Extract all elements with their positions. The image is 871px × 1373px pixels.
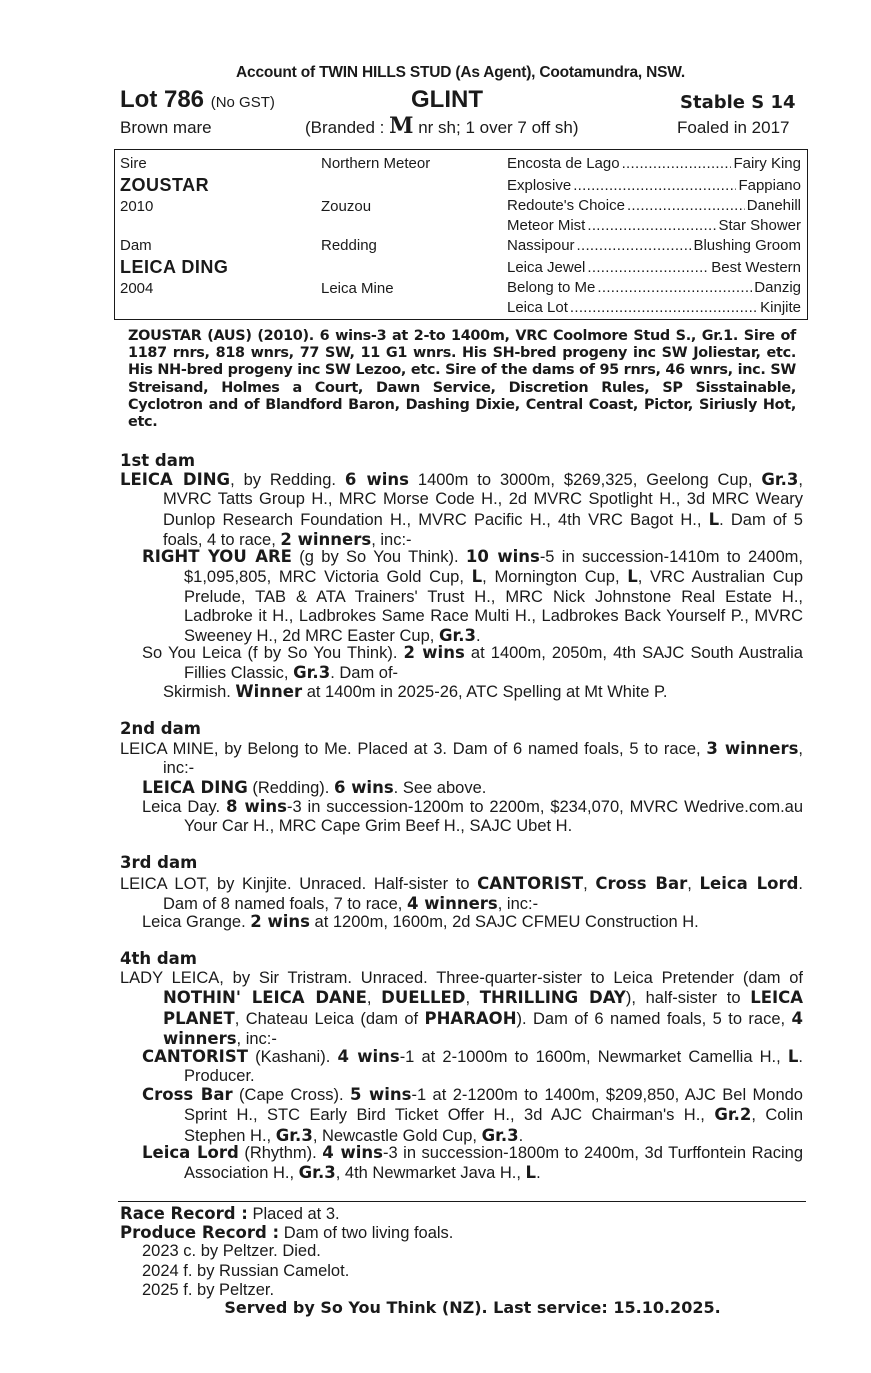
ancestor-row [507,197,801,214]
wins: 5 wins [349,1085,412,1104]
listed: L [471,567,483,587]
text: -1 at 2-1200m to 1400m, $209,850, AJC Bel Mondo Sprint H., STC Early Bird Ticket Offer H., 3d AJC Chairman's H., [184,1086,803,1125]
ancestor-row [507,177,801,194]
ancestor-left: Explosive [507,177,572,194]
ancestor-right: Blushing Groom [693,237,801,254]
lot-number [120,86,275,114]
grade: Gr.2 [714,1105,752,1125]
progeny-name: LEICA DING [142,778,248,797]
leader-dots [577,237,692,254]
text: at 1400m, 2050m, 4th SAJC South Australia Fillies Classic, [184,644,803,683]
text: , inc:- [163,740,803,778]
horse-sex: Brown mare [120,118,212,137]
produce-record-label: Produce Record : [120,1223,280,1242]
wins: 4 wins [337,1047,400,1066]
ancestor-left: Meteor Mist [507,217,586,234]
progeny-name: CANTORIST [142,1047,248,1066]
section-title-2nd-dam: 2nd dam [120,719,201,738]
dam-paragraph [120,739,803,779]
section-title-1st-dam: 1st dam [120,451,196,470]
wins: 2 wins [403,643,465,662]
foal-entry: 2024 f. by Russian Camelot. [142,1262,350,1280]
text: Leica Grange. [142,913,251,931]
winners: 4 winners [406,894,498,914]
produce-record-value: Dam of two living foals. [279,1224,454,1242]
leader-dots [627,197,745,214]
text: , [366,989,382,1008]
text: LADY LEICA, by Sir Tristram. Unraced. Three-quarter-sister to Leica Pretender (dam of [120,969,803,987]
text: . Producer. [184,1048,803,1086]
ancestor-row [507,237,801,254]
winners: 2 winners [280,529,372,549]
wins: 6 wins [344,470,409,489]
divider [118,1201,806,1202]
progeny-name: Cross Bar [142,1085,233,1104]
text: . Dam of- [330,664,399,683]
text: -3 in succession-1200m to 2200m, $234,070, MVRC Wedrive.com.au Your Car H., MRC Cape Grim Beef H., SAJC Ubet H. [184,798,804,836]
text: , Colin Stephen H., [184,1106,803,1145]
sire-dam: Zouzou [321,198,372,215]
wins: 10 wins [465,547,540,566]
text: -1 at 2-1000m to 1600m, Newmarket Camellia H., [399,1048,788,1066]
text: (g by So You Think). [291,548,466,566]
gst-note: (No GST) [210,94,275,111]
text: , [465,989,480,1008]
text: at 1400m in 2025-26, ATC Spelling at Mt White P. [302,683,668,701]
progeny-paragraph [142,643,803,684]
progeny-paragraph [142,778,803,798]
text: at 1200m, 1600m, 2d SAJC CFMEU Construction H. [309,913,699,931]
lot-label: Lot 786 [120,86,205,113]
ancestor-right: Danzig [754,279,801,296]
text: . [518,1126,524,1145]
relative-name: CANTORIST [477,874,584,893]
text: ), half-sister to [625,989,751,1008]
winners: 3 winners [706,739,799,758]
stable-number: Stable S 14 [680,92,796,113]
text: , Chateau Leica (dam of [234,1009,425,1028]
dam-year: 2004 [120,280,154,297]
dam-name: LEICA DING [120,470,231,489]
ancestor-right: Best Western [711,259,801,276]
winners: 4 winners [163,1008,803,1048]
text: . Dam of 5 foals, 4 to race, [163,510,803,549]
race-record-label: Race Record : [120,1204,248,1223]
text: . [536,1164,541,1183]
leader-dots [622,155,732,172]
text: , inc:- [371,530,412,549]
section-title-3rd-dam: 3rd dam [120,853,198,872]
grade: Gr.3 [293,663,331,683]
ancestor-left: Redoute's Choice [507,197,625,214]
leader-dots [570,299,758,316]
text: . Dam of 8 named foals, 7 to race, [163,875,803,914]
sire-label: Sire [120,155,147,172]
listed: L [708,509,720,529]
relative-name: PHARAOH [424,1008,517,1028]
wins: 8 wins [225,797,287,816]
ancestor-left: Nassipour [507,237,575,254]
text: -5 in succession-1410m to 2400m, $1,095,805, MRC Victoria Gold Cup, [184,548,803,587]
consignor-line: Account of TWIN HILLS STUD (As Agent), Cootamundra, NSW. [236,64,685,81]
brand-suffix: nr sh; 1 over 7 off sh) [418,118,579,137]
grade: Gr.3 [275,1125,313,1145]
ancestor-left: Belong to Me [507,279,596,296]
ancestor-row [507,299,801,316]
ancestor-right: Fappiano [738,177,801,194]
ancestor-row [507,217,801,234]
text: Leica Day. [142,798,226,816]
progeny-paragraph [142,797,803,837]
text: -3 in succession-1800m to 2400m, 3d Turffontein Racing Association H., [184,1144,803,1183]
text: (Rhythm). [238,1144,323,1162]
ancestor-right: Fairy King [733,155,801,172]
dam-sire: Redding [321,237,377,254]
text: , VRC Australian Cup Prelude, TAB & ATA Trainers' Trust H., MRC Nick Johnstone Real Estate H., Ladbroke it H., Ladbrokes Same Race Multi H., Ladbrokes Back Yourself P., MVRC Sweeney H., 2d MRC Easter Cup, [184,568,804,646]
progeny-paragraph [142,1143,803,1184]
dam-name: LEICA DING [120,257,229,277]
ancestor-left: Encosta de Lago [507,155,620,172]
winner: Winner [235,682,303,701]
wins: 4 wins [322,1143,383,1162]
relative-name: THRILLING DAY [479,988,626,1008]
text: , [583,875,596,893]
leader-dots [587,217,716,234]
progeny-paragraph [142,1047,803,1087]
dam-dam: Leica Mine [321,280,394,297]
leader-dots [573,177,736,194]
progeny-paragraph [142,1085,803,1146]
ancestor-row [507,155,801,172]
text: (Cape Cross). [232,1086,350,1104]
ancestor-right: Star Shower [718,217,801,234]
text: (Redding). [247,779,334,797]
leader-dots [587,259,709,276]
service-note: Served by So You Think (NZ). Last service: 15.10.2025. [224,1298,721,1317]
text: (Kashani). [247,1048,338,1066]
sire-year: 2010 [120,198,154,215]
text: , 4th Newmarket Java H., [335,1164,526,1183]
listed: L [787,1047,799,1066]
grade: Gr.3 [481,1125,519,1145]
dam-paragraph [120,874,803,915]
dam-paragraph [120,470,803,550]
relative-name: NOTHIN' LEICA DANE [163,988,367,1008]
text: . [476,627,481,646]
listed: L [627,567,638,587]
progeny-paragraph [142,547,803,646]
grade: Gr.3 [298,1163,336,1183]
text: LEICA LOT, by Kinjite. Unraced. Half-sister to [120,875,478,893]
relative-name: LEICA PLANET [163,988,803,1028]
text: , inc:- [236,1029,277,1048]
text: So You Leica (f by So You Think). [142,644,404,662]
dam-label: Dam [120,237,152,254]
grade: Gr.3 [761,470,799,489]
grand-progeny-paragraph [163,682,803,702]
wins: 2 wins [250,912,310,931]
text: 1400m to 3000m, $269,325, Geelong Cup, [408,471,762,489]
pedigree-table [114,149,808,320]
text: ). Dam of 6 named foals, 5 to race, [516,1009,792,1028]
text: , [687,875,700,893]
ancestor-row [507,279,801,296]
sire-sire: Northern Meteor [321,155,431,172]
leader-dots [597,279,752,296]
foal-entry: 2025 f. by Peltzer. [142,1281,275,1299]
sire-summary: ZOUSTAR (AUS) (2010). 6 wins-3 at 2-to 1400m, VRC Coolmore Stud S., Gr.1. Sire of 1187 rnrs, 818 wnrs, 77 SW, 11 G1 wnrs. His SH-bred progeny inc SW Joliestar, etc. His NH-bred progeny inc SW Lezoo, etc. Sire of the dams of 95 rnrs, 46 wnrs, inc. SW Streisand, Holmes a Court, Dawn Service, Discretion Rules, SP Sisstainable, Cyclotron and of Blandford Baron, Dashing Dixie, Central Coast, Pictor, Siriusly Hot, etc. [128,328,796,431]
wins: 6 wins [333,778,394,797]
text: Skirmish. [163,683,236,701]
relative-name: DUELLED [381,988,466,1008]
ancestor-left: Leica Lot [507,299,568,316]
foaled-year: Foaled in 2017 [677,118,790,137]
progeny-name: Leica Lord [142,1143,239,1162]
listed: L [525,1163,537,1183]
relative-name: Leica Lord [699,874,799,893]
text: , Newcastle Gold Cup, [312,1126,482,1145]
text: , Mornington Cup, [482,568,628,587]
progeny-name: RIGHT YOU ARE [142,547,292,566]
race-record-value: Placed at 3. [247,1205,340,1223]
horse-name: GLINT [411,86,483,113]
brand-mark: M [389,113,414,139]
grade: Gr.3 [438,626,477,646]
ancestor-left: Leica Jewel [507,259,586,276]
ancestor-right: Danehill [746,197,801,214]
produce-record [120,1223,453,1243]
progeny-paragraph [142,912,803,932]
ancestor-right: Kinjite [760,299,801,316]
dam-paragraph [120,969,803,1049]
text: , inc:- [497,895,539,914]
text: . See above. [393,779,487,797]
text: LEICA MINE, by Belong to Me. Placed at 3. Dam of 6 named foals, 5 to race, [120,740,707,758]
sire-name: ZOUSTAR [120,175,210,195]
brand-info [305,113,579,139]
text: , by Redding. [230,471,345,489]
ancestor-row [507,259,801,276]
race-record [120,1204,340,1224]
section-title-4th-dam: 4th dam [120,949,197,968]
foal-entry: 2023 c. by Peltzer. Died. [142,1242,321,1260]
text: , MVRC Tatts Group H., MRC Morse Code H., 2d MVRC Spotlight H., 3d MRC Weary Dunlop Research Foundation H., MVRC Pacific H., 4th VRC Bagot H., [163,471,803,529]
brand-prefix: (Branded : [305,118,385,137]
relative-name: Cross Bar [595,874,688,893]
